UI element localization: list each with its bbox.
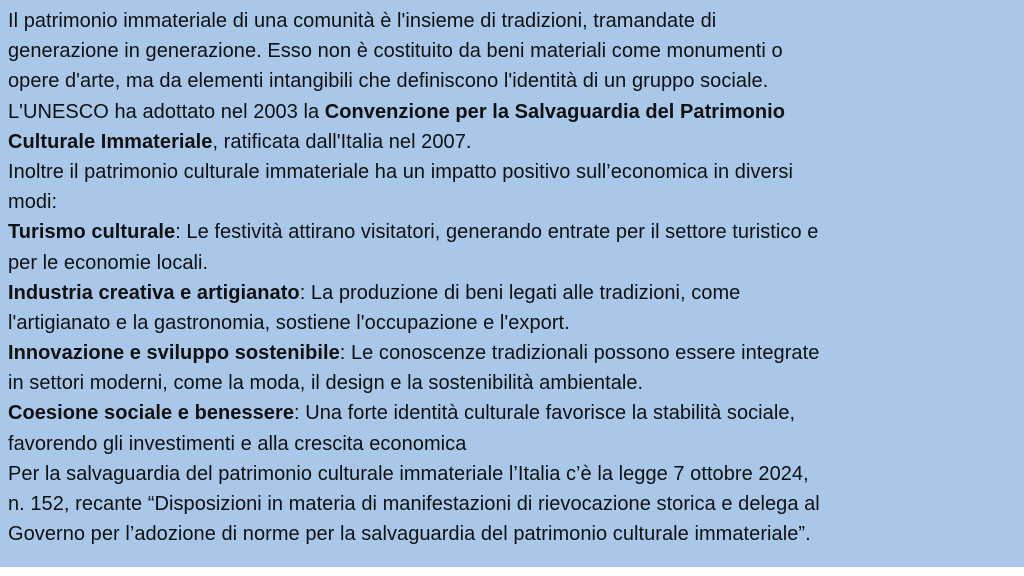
convention-title-bold: Convenzione per la Salvaguardia del Patrimonio — [324, 100, 785, 123]
line-text: Inoltre il patrimonio culturale immateriale ha un impatto positivo sull’economica in diversi — [8, 160, 793, 183]
bullet-line — [8, 398, 1016, 428]
bullet-line — [8, 338, 1016, 368]
line-text: , ratificata dall'Italia nel 2007. — [212, 130, 472, 153]
line-text: Il patrimonio immateriale di una comunità è l'insieme di tradizioni, tramandate di — [8, 10, 717, 32]
paragraph-line — [8, 519, 1016, 549]
paragraph-line — [8, 459, 1016, 489]
line-text: : Una forte identità culturale favorisce la stabilità sociale, — [294, 402, 796, 425]
line-text: L'UNESCO ha adottato nel 2003 la — [8, 100, 325, 123]
paragraph-line — [8, 248, 1016, 278]
line-text: generazione in generazione. Esso non è costituito da beni materiali come monumenti o — [8, 40, 783, 63]
term-innovazione: Innovazione e sviluppo sostenibile — [8, 342, 340, 365]
paragraph-line — [8, 187, 1016, 217]
term-turismo-culturale: Turismo culturale — [8, 221, 176, 244]
term-coesione-sociale: Coesione sociale e benessere — [8, 402, 294, 425]
paragraph-line — [8, 429, 1016, 459]
paragraph-line — [8, 368, 1016, 398]
line-text: : Le festività attirano visitatori, generando entrate per il settore turistico e — [175, 221, 819, 244]
paragraph-line — [8, 36, 1016, 66]
paragraph-line — [8, 308, 1016, 338]
paragraph-line — [8, 489, 1016, 519]
line-text: : La produzione di beni legati alle tradizioni, come — [299, 281, 741, 304]
term-industria-creativa: Industria creativa e artigianato — [8, 281, 300, 304]
line-text: : Le conoscenze tradizionali possono essere integrate — [339, 342, 820, 365]
paragraph-line — [8, 66, 1016, 96]
paragraph-line — [8, 157, 1016, 187]
line-text: modi: — [8, 191, 58, 214]
convention-title-bold: Culturale Immateriale — [8, 130, 213, 153]
paragraph-line — [8, 127, 1016, 157]
paragraph-line — [8, 6, 1016, 36]
line-text: n. 152, recante “Disposizioni in materia di manifestazioni di rievocazione storica e delega al — [8, 493, 820, 515]
line-text: per le economie locali. — [8, 251, 209, 274]
bullet-line — [8, 217, 1016, 247]
bullet-line — [8, 278, 1016, 308]
line-text: l'artigianato e la gastronomia, sostiene l'occupazione e l'export. — [8, 311, 570, 334]
line-text: opere d'arte, ma da elementi intangibili che definiscono l'identità di un gruppo sociale. — [8, 70, 769, 93]
line-text: Per la salvaguardia del patrimonio culturale immateriale l’Italia c’è la legge 7 ottobre 2024, — [8, 462, 809, 485]
line-text: favorendo gli investimenti e alla crescita economica — [8, 432, 467, 455]
line-text: in settori moderni, come la moda, il design e la sostenibilità ambientale. — [8, 372, 644, 395]
line-text: Governo per l’adozione di norme per la salvaguardia del patrimonio culturale immateriale”. — [8, 523, 811, 546]
paragraph-line — [8, 97, 1016, 127]
